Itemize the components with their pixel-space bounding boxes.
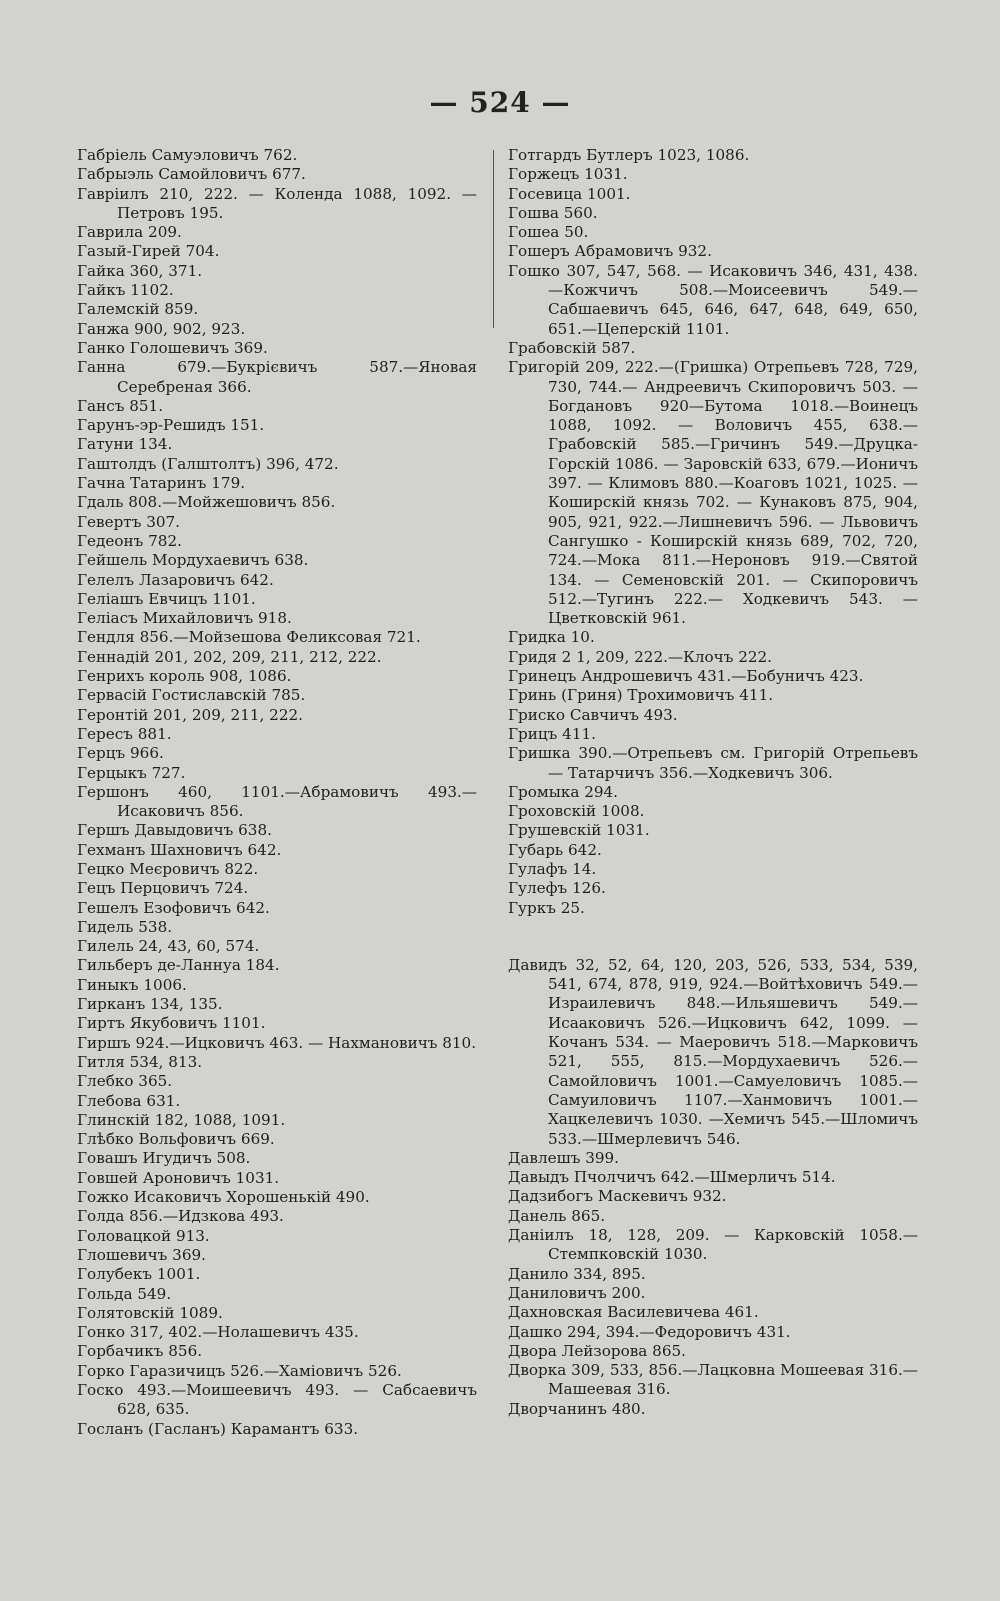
index-entry: Дашко 294, 394.—Федоровичъ 431. <box>508 1322 791 1341</box>
index-entry: Геннадій 201, 202, 209, 211, 212, 222. <box>77 647 382 666</box>
index-entry: Грицъ 411. <box>508 724 596 743</box>
index-entry: Геліашъ Евчицъ 1101. <box>77 589 256 608</box>
index-entry: Давидъ 32, 52, 64, 120, 203, 526, 533, 534, 539, 541, 674, 878, 919, 924.—Войтѣховичъ 549.—Израилевичъ 848.—Ильяшевичъ 549.—Исааковичъ 526.—Ицковичъ 642, 1099. — Кочанъ 534. — Маеровичъ 518.—Марковичъ 521, 555, 815.—Мордухаевичъ 526.—Самойловичъ 1001.—Самуеловичъ 1085.—Самуиловичъ 1107.—Ханмовичъ 1001.—Хацкелевичъ 1030. —Хемичъ 545.—Шломичъ 533.—Шмерлевичъ 546. <box>508 955 918 1148</box>
index-entry: Газый-Гирей 704. <box>77 242 220 261</box>
index-entry: Гидель 538. <box>77 917 173 936</box>
index-entry: Глебко 365. <box>77 1072 173 1091</box>
index-entry: Горбачикъ 856. <box>77 1342 203 1361</box>
right-column-top-section <box>508 146 918 918</box>
index-entry: Григорій 209, 222.—(Гришка) Отрепьевъ 728, 729, 730, 744.— Андреевичъ Скипоровичъ 503. — Богдановъ 920—Бутома 1018.—Воинецъ 1088, 1092. — Воловичъ 455, 638.—Грабовскій 585.—Гричинъ 549.—Друцка-Горскій 1086. — Заровскій 633, 679.—Ионичъ 397. — Климовъ 880.—Коаговъ 1021, 1025. — Коширскій князь 702. — Кунаковъ 875, 904, 905, 921, 922.—Лишневичъ 596. — Львовичъ Сангушко - Коширскій князь 689, 702, 720, 724.—Мока 811.—Нероновъ 919.—Святой 134. — Семеновскій 201. — Скипоровичъ 512.—Тугинъ 222.— Ходкевичъ 543. — Цветковскій 961. <box>508 358 918 628</box>
index-entry: Гецъ Перцовичъ 724. <box>77 879 249 898</box>
index-entry: Глѣбко Вольфовичъ 669. <box>77 1130 275 1149</box>
index-entry: Гайкъ 1102. <box>77 281 174 300</box>
index-entry: Герцъ 966. <box>77 744 164 763</box>
index-entry: Генрихъ король 908, 1086. <box>77 667 292 686</box>
index-entry: Гершъ Давыдовичъ 638. <box>77 821 272 840</box>
index-entry: Гожко Исаковичъ Хорошенькій 490. <box>77 1188 370 1207</box>
index-entry: Габрыэль Самойловичъ 677. <box>77 165 306 184</box>
index-entry: Гешелъ Езофовичъ 642. <box>77 898 270 917</box>
index-entry: Гехманъ Шахновичъ 642. <box>77 840 282 859</box>
index-entry: Гирканъ 134, 135. <box>77 995 223 1014</box>
index-entry: Горжецъ 1031. <box>508 165 628 184</box>
index-entry: Дворка 309, 533, 856.—Лацковна Мошеевая 316.—Машеевая 316. <box>508 1361 918 1399</box>
index-entry: Гридя 2 1, 209, 222.—Клочъ 222. <box>508 647 773 666</box>
page-number: — 524 — <box>429 86 571 119</box>
index-entry: Глебова 631. <box>77 1091 181 1110</box>
index-entry: Госевица 1001. <box>508 184 631 203</box>
index-entry: Голда 856.—Идзкова 493. <box>77 1207 284 1226</box>
index-entry: Гиныкъ 1006. <box>77 975 187 994</box>
index-entry: Гачна Татаринъ 179. <box>77 474 246 493</box>
index-entry: Геронтій 201, 209, 211, 222. <box>77 705 303 724</box>
index-entry: Гансъ 851. <box>77 396 164 415</box>
index-entry: Гошко 307, 547, 568. — Исаковичъ 346, 431, 438.—Кожчичъ 508.—Моисеевичъ 549.—Сабшаевичъ 645, 646, 647, 648, 649, 650, 651.—Цеперскій 1101. <box>508 261 918 338</box>
index-entry: Гольда 549. <box>77 1284 172 1303</box>
index-entry: Гелелъ Лазаровичъ 642. <box>77 570 274 589</box>
right-column <box>508 146 918 1419</box>
section-gap <box>508 918 918 956</box>
index-entry: Гитля 534, 813. <box>77 1052 203 1071</box>
index-entry: Гаврила 209. <box>77 223 182 242</box>
index-entry: Гонко 317, 402.—Нолашевичъ 435. <box>77 1323 359 1342</box>
index-entry: Гошеръ Абрамовичъ 932. <box>508 242 712 261</box>
index-entry: Горко Гаразичицъ 526.—Хаміовичъ 526. <box>77 1361 402 1380</box>
index-entry: Геліасъ Михайловичъ 918. <box>77 609 292 628</box>
index-entry: Гилель 24, 43, 60, 574. <box>77 937 260 956</box>
index-entry: Гевертъ 307. <box>77 512 181 531</box>
index-entry: Даніилъ 18, 128, 209. — Карковскій 1058.—Стемпковскій 1030. <box>508 1226 918 1264</box>
index-entry: Гатуни 134. <box>77 435 173 454</box>
index-entry: Двора Лейзорова 865. <box>508 1341 686 1360</box>
index-entry: Гиршъ 924.—Ицковичъ 463. — Нахмановичъ 810. <box>77 1033 477 1052</box>
index-entry: Дахновская Василевичева 461. <box>508 1303 759 1322</box>
index-entry: Громыка 294. <box>508 782 619 801</box>
index-entry: Гаштолдъ (Галштолтъ) 396, 472. <box>77 454 339 473</box>
index-entry: Данило 334, 895. <box>508 1264 646 1283</box>
index-entry: Гервасій Гостиславскій 785. <box>77 686 306 705</box>
index-entry: Грабовскій 587. <box>508 338 636 357</box>
index-entry: Гринецъ Андрошевичъ 431.—Бобуничъ 423. <box>508 667 864 686</box>
index-entry: Гулафъ 14. <box>508 859 597 878</box>
index-entry: Гендля 856.—Мойзешова Феликсовая 721. <box>77 628 421 647</box>
index-entry: Габріель Самуэловичъ 762. <box>77 146 298 164</box>
index-entry: Голубекъ 1001. <box>77 1265 201 1284</box>
index-entry: Гридка 10. <box>508 628 595 647</box>
index-entry: Галемскій 859. <box>77 300 199 319</box>
index-entry: Гдаль 808.—Мойжешовичъ 856. <box>77 493 336 512</box>
index-entry: Давлешъ 399. <box>508 1148 620 1167</box>
index-entry: Гуркъ 25. <box>508 898 585 917</box>
index-entry: Ганжа 900, 902, 923. <box>77 319 246 338</box>
index-entry: Гецко Меєровичъ 822. <box>77 859 259 878</box>
index-entry: Голятовскій 1089. <box>77 1303 223 1322</box>
index-entry: Грушевскій 1031. <box>508 821 650 840</box>
index-entry: Гейшель Мордухаевичъ 638. <box>77 551 309 570</box>
index-entry: Гершонъ 460, 1101.—Абрамовичъ 493.—Исаковичъ 856. <box>77 782 477 821</box>
index-entry: Герцыкъ 727. <box>77 763 186 782</box>
index-entry: Гиртъ Якубовичъ 1101. <box>77 1014 266 1033</box>
index-entry: Ганко Голошевичъ 369. <box>77 338 268 357</box>
index-entry: Гедеонъ 782. <box>77 531 182 550</box>
index-entry: Глинскій 182, 1088, 1091. <box>77 1110 286 1129</box>
index-entry: Давыдъ Пчолчичъ 642.—Шмерличъ 514. <box>508 1168 836 1187</box>
column-divider <box>493 150 494 328</box>
index-entry: Гавріилъ 210, 222. — Коленда 1088, 1092. — Петровъ 195. <box>77 184 477 222</box>
index-entry: Гриско Савчичъ 493. <box>508 705 678 724</box>
index-entry: Гулефъ 126. <box>508 879 606 898</box>
index-entry: Говшей Ароновичъ 1031. <box>77 1168 280 1187</box>
index-entry: Гарунъ-эр-Решидъ 151. <box>77 416 265 435</box>
index-entry: Гришка 390.—Отрепьевъ см. Григорій Отрепьевъ — Татарчичъ 356.—Ходкевичъ 306. <box>508 744 918 782</box>
index-entry: Госко 493.—Моишеевичъ 493. — Сабсаевичъ 628, 635. <box>77 1381 477 1419</box>
index-entry: Дадзибогъ Маскевичъ 932. <box>508 1187 727 1206</box>
index-entry: Головацкой 913. <box>77 1226 210 1245</box>
index-entry: Губарь 642. <box>508 840 602 859</box>
index-entry: Гошеа 50. <box>508 223 589 242</box>
index-entry: Гошва 560. <box>508 203 598 222</box>
left-column <box>77 146 477 1439</box>
index-entry: Гересъ 881. <box>77 724 172 743</box>
index-entry: Дворчанинъ 480. <box>508 1399 646 1418</box>
index-entry: Госланъ (Гасланъ) Карамантъ 633. <box>77 1419 359 1438</box>
index-entry: Гайка 360, 371. <box>77 261 203 280</box>
index-entry: Гринь (Гриня) Трохимовичъ 411. <box>508 686 774 705</box>
index-entry: Гильберъ де-Ланнуа 184. <box>77 956 280 975</box>
index-entry: Глошевичъ 369. <box>77 1245 206 1264</box>
index-entry: Даниловичъ 200. <box>508 1283 646 1302</box>
right-column-bottom-section <box>508 956 918 1419</box>
index-entry: Данель 865. <box>508 1206 606 1225</box>
index-entry: Гроховскій 1008. <box>508 802 645 821</box>
index-entry: Говашъ Игудичъ 508. <box>77 1149 251 1168</box>
index-entry: Ганна 679.—Букрієвичъ 587.—Яновая Серебреная 366. <box>77 358 477 396</box>
index-entry: Готгардъ Бутлеръ 1023, 1086. <box>508 146 750 164</box>
